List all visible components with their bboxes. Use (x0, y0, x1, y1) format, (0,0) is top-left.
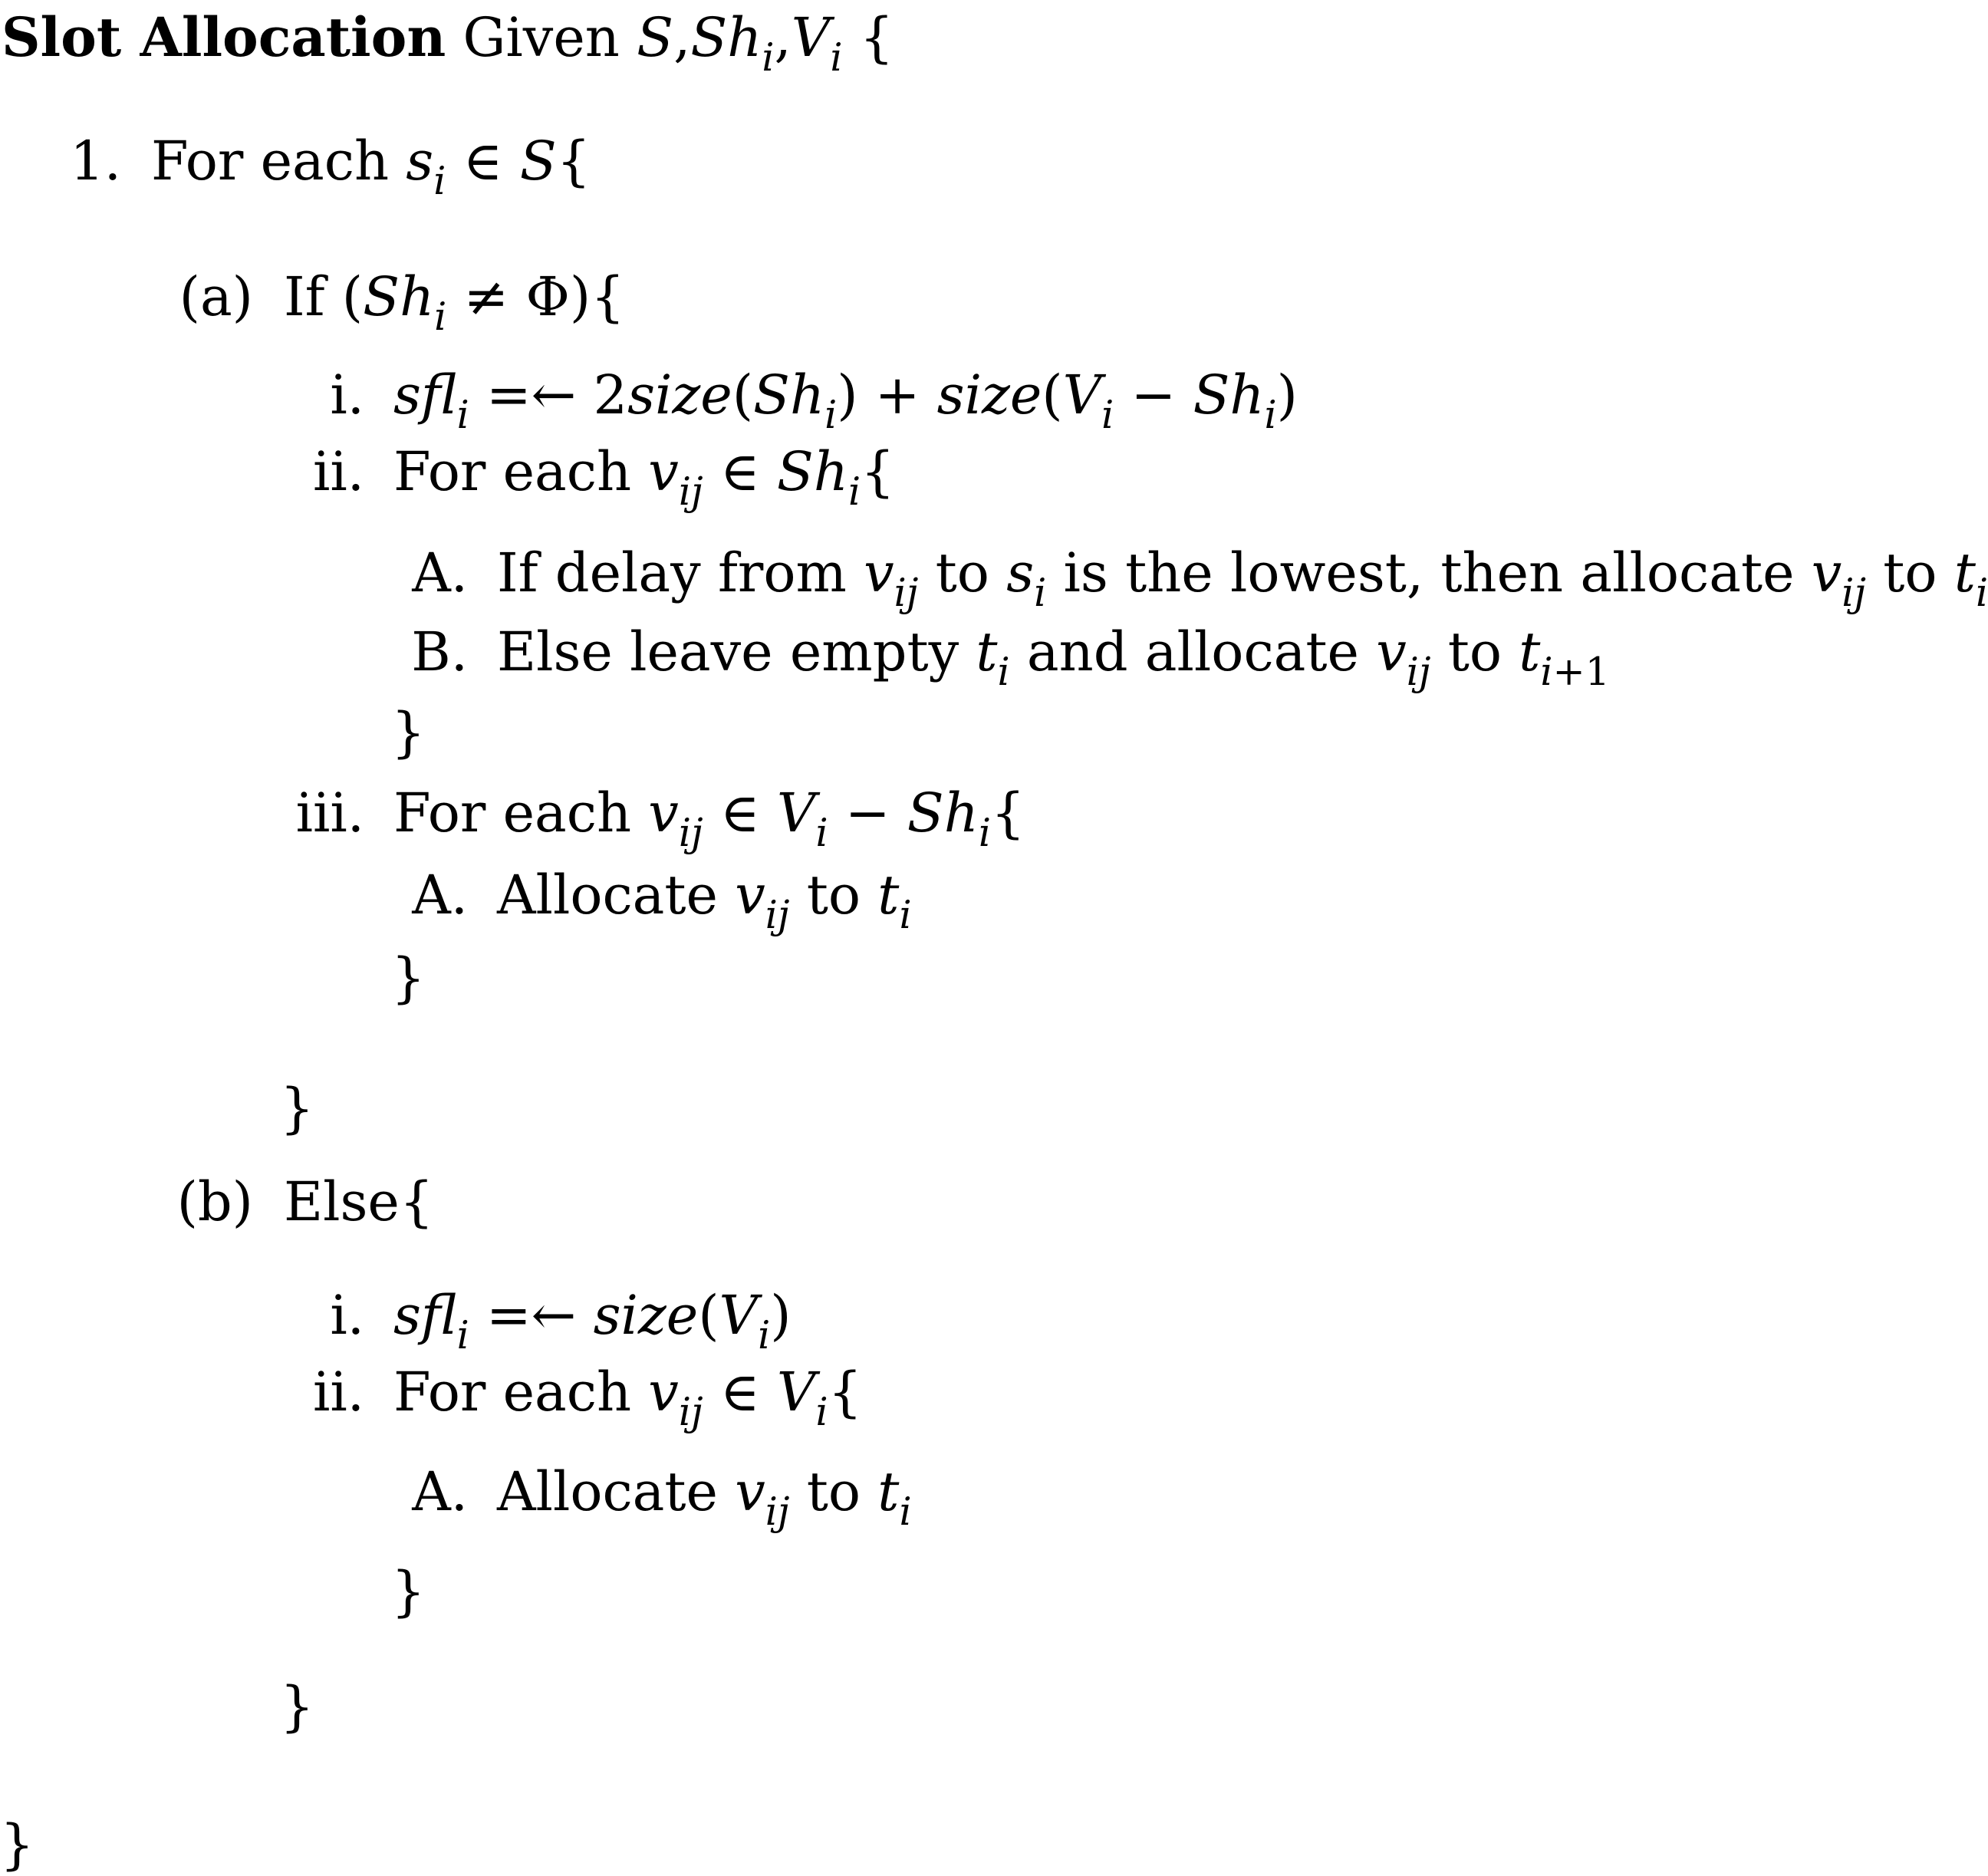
segment-sub: i (899, 892, 912, 938)
segment-sub: i (758, 1312, 771, 1358)
line-close-1b-ii (391, 1560, 426, 1623)
segment-text: ∈ (703, 440, 777, 503)
line-step-1b-ii (393, 1361, 863, 1435)
segment-text: to (918, 541, 1007, 604)
line-step-1a-ii-A (497, 541, 1988, 616)
segment-math: t (877, 864, 900, 926)
segment-math: V (776, 1361, 816, 1423)
segment-text: For each (393, 782, 649, 844)
segment-sub: i (815, 810, 828, 856)
segment-sub: ij (765, 1489, 790, 1535)
segment-text: If delay from (497, 541, 864, 604)
segment-math: v (1376, 620, 1407, 683)
segment-sub: i (997, 649, 1010, 695)
segment-sub: i (456, 392, 469, 438)
segment-text: ) (770, 1284, 792, 1347)
step-label-step-1a-i: i. (330, 364, 364, 426)
segment-math: Sh (776, 440, 848, 503)
segment-text: is the lowest, then allocate (1046, 541, 1812, 604)
segment-sub: ij (678, 810, 703, 856)
segment-math: size (936, 364, 1042, 426)
segment-text: } (391, 701, 426, 764)
segment-text: For each (393, 440, 649, 503)
segment-sub: i (830, 35, 843, 81)
segment-sub: i (762, 35, 775, 81)
segment-text: } (280, 1675, 314, 1738)
segment-math: V (1062, 364, 1102, 426)
line-close-1a-iii (391, 946, 426, 1009)
segment-sub: i (434, 294, 447, 340)
segment-text: For each (151, 130, 406, 193)
segment-math: v (864, 541, 894, 604)
segment-text: Allocate (497, 1460, 736, 1523)
segment-text: , (673, 6, 691, 69)
segment-math: t (1953, 541, 1976, 604)
segment-text: ( (732, 364, 754, 426)
segment-math: size (593, 1284, 699, 1347)
segment-math: S (519, 130, 557, 193)
segment-text: Given (446, 6, 637, 69)
line-step-1a-ii (393, 440, 895, 515)
segment-sub: i (456, 1312, 469, 1358)
segment-math: Sh (690, 6, 762, 69)
segment-math: v (648, 782, 679, 844)
segment-text: to (789, 1460, 878, 1523)
segment-text: { (556, 130, 591, 193)
line-step-1a-iii (393, 782, 1025, 856)
segment-math: size (627, 364, 732, 426)
step-label-step-1a-iii: iii. (295, 782, 364, 844)
segment-text: Else leave empty (497, 620, 976, 683)
segment-math: v (648, 1361, 679, 1423)
segment-math: s (406, 130, 434, 193)
segment-text: } (391, 946, 426, 1009)
segment-math: V (791, 6, 831, 69)
step-label-step-1a-iii-A: A. (412, 864, 468, 926)
segment-text: ( (698, 1284, 719, 1347)
segment-sub: i (815, 1389, 828, 1435)
segment-sub: i (1540, 649, 1553, 695)
line-close-all (0, 1813, 35, 1876)
segment-text: { (828, 1361, 863, 1423)
segment-text: } (0, 1813, 35, 1876)
segment-sub: i (433, 158, 446, 204)
segment-math: Sh (363, 265, 435, 328)
step-label-step-1a-ii-A: A. (412, 541, 468, 604)
segment-sub: ij (1842, 570, 1867, 616)
segment-sub: i (1101, 392, 1114, 438)
segment-text: =← 2 (469, 364, 628, 426)
line-step-1b (284, 1170, 434, 1233)
segment-math: V (776, 782, 816, 844)
segment-text: to (1430, 620, 1519, 683)
line-step-1a (284, 265, 625, 340)
step-label-step-1a: (a) (179, 265, 253, 328)
step-label-step-1b-ii-A: A. (412, 1460, 468, 1523)
segment-text: Else{ (284, 1170, 434, 1233)
line-close-1b (280, 1675, 314, 1738)
segment-math: v (735, 1460, 765, 1523)
line-step-1a-ii-B (497, 620, 1610, 695)
line-step-1a-i (393, 364, 1298, 438)
segment-sub: i (978, 810, 991, 856)
step-label-step-1b-i: i. (330, 1284, 364, 1347)
segment-text: ) + (837, 364, 937, 426)
segment-bold: Slot Allocation (2, 5, 446, 69)
segment-math: V (719, 1284, 759, 1347)
segment-sub: i (824, 392, 838, 438)
segment-sub: ij (1406, 649, 1431, 695)
segment-text: Allocate (497, 864, 736, 926)
segment-sub: i (1975, 570, 1988, 616)
segment-text: − (1114, 364, 1193, 426)
segment-math: v (1811, 541, 1842, 604)
segment-sub: ij (678, 1389, 703, 1435)
segment-text: ) (1276, 364, 1298, 426)
segment-math: Sh (753, 364, 825, 426)
segment-text: ∈ (703, 782, 777, 844)
segment-text: For each (393, 1361, 649, 1423)
segment-subr: +1 (1552, 649, 1610, 695)
segment-math: sfl (393, 364, 457, 426)
segment-text: − (828, 782, 907, 844)
segment-sub: ij (678, 469, 703, 515)
segment-math: t (1519, 620, 1541, 683)
line-close-1a-ii (391, 701, 426, 764)
segment-math: s (1006, 541, 1035, 604)
segment-math: Sh (1193, 364, 1265, 426)
segment-text: } (280, 1077, 314, 1140)
segment-text: { (842, 6, 894, 69)
step-label-step-1b-ii: ii. (312, 1361, 364, 1423)
segment-text: to (789, 864, 878, 926)
line-step-1 (151, 130, 591, 204)
segment-text: ∈ (446, 130, 520, 193)
segment-text: to (1866, 541, 1954, 604)
segment-text: and allocate (1009, 620, 1377, 683)
segment-text: ( (1042, 364, 1063, 426)
segment-math: sfl (393, 1284, 457, 1347)
segment-math: t (877, 1460, 900, 1523)
line-close-1a (280, 1077, 314, 1140)
segment-sub: i (1264, 392, 1277, 438)
segment-math: t (976, 620, 998, 683)
segment-text: } (391, 1560, 426, 1623)
segment-text: ∈ (703, 1361, 777, 1423)
segment-sub: ij (894, 570, 919, 616)
segment-sub: i (899, 1489, 912, 1535)
step-label-step-1b: (b) (176, 1170, 253, 1233)
segment-text: { (990, 782, 1025, 844)
segment-text: If ( (284, 265, 364, 328)
segment-text: ≠ Φ){ (446, 265, 625, 328)
line-header (2, 5, 894, 81)
segment-text: =← (469, 1284, 594, 1347)
segment-sub: i (848, 469, 861, 515)
step-label-step-1: 1. (70, 130, 121, 193)
line-step-1b-i (393, 1284, 792, 1358)
segment-math: v (735, 864, 765, 926)
segment-sub: i (1034, 570, 1047, 616)
step-label-step-1a-ii: ii. (312, 440, 364, 503)
segment-math: Sh (907, 782, 979, 844)
line-step-1b-ii-A (497, 1460, 912, 1535)
segment-text: { (861, 440, 895, 503)
line-step-1a-iii-A (497, 864, 912, 938)
segment-math: S (637, 6, 674, 69)
step-label-step-1a-ii-B: B. (411, 620, 468, 683)
segment-math: v (648, 440, 679, 503)
segment-sub: ij (765, 892, 790, 938)
segment-text: , (774, 6, 792, 69)
